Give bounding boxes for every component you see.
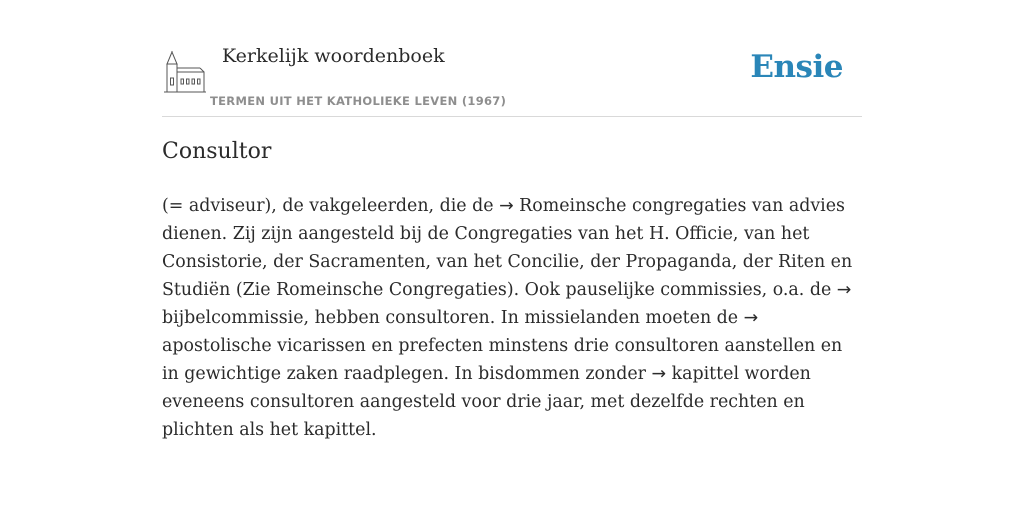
cross-reference-link[interactable]: → kapittel	[651, 364, 740, 384]
body-text: congregaties van advies dienen. Zij zijn aangesteld bij de Congregaties van het H. Officie, van het Consistorie, der Sacramenten, van het Concilie, der Propaganda, der Riten en Studiën (Zie Romeinsche Congregaties). Ook pauselijke commissies, o.a. de	[162, 196, 853, 300]
site-title[interactable]: Kerkelijk woordenboek	[222, 45, 445, 67]
church-icon[interactable]	[164, 50, 206, 94]
page-container	[162, 0, 862, 440]
cross-reference-link[interactable]: → apostolische	[162, 308, 759, 356]
cross-reference-link[interactable]: → bijbelcommissie	[162, 280, 852, 328]
body-text: vicarissen en prefecten minstens drie consultoren aanstellen en in gewichtige zaken raadplegen. In bisdommen zonder	[162, 336, 843, 384]
cross-reference-link[interactable]: → Romeinsche	[499, 196, 627, 216]
arrow-right-icon: →	[499, 196, 514, 216]
body-text: worden eveneens consultoren aangesteld voor drie jaar, met dezelfde rechten en plichten als het kapittel.	[162, 364, 811, 440]
body-text: , hebben consultoren. In missielanden moeten de	[303, 308, 744, 328]
site-subtitle: TERMEN UIT HET KATHOLIEKE LEVEN (1967)	[210, 94, 507, 108]
site-header	[162, 0, 862, 117]
arrow-right-icon: →	[651, 364, 667, 384]
body-text: (= adviseur), de vakgeleerden, die de	[162, 196, 500, 216]
arrow-right-icon: →	[743, 308, 759, 328]
entry-title: Consultor	[162, 139, 272, 164]
entry-body	[162, 192, 862, 444]
arrow-right-icon: →	[836, 280, 852, 300]
ensie-logo-link[interactable]: Ensie	[750, 49, 843, 85]
